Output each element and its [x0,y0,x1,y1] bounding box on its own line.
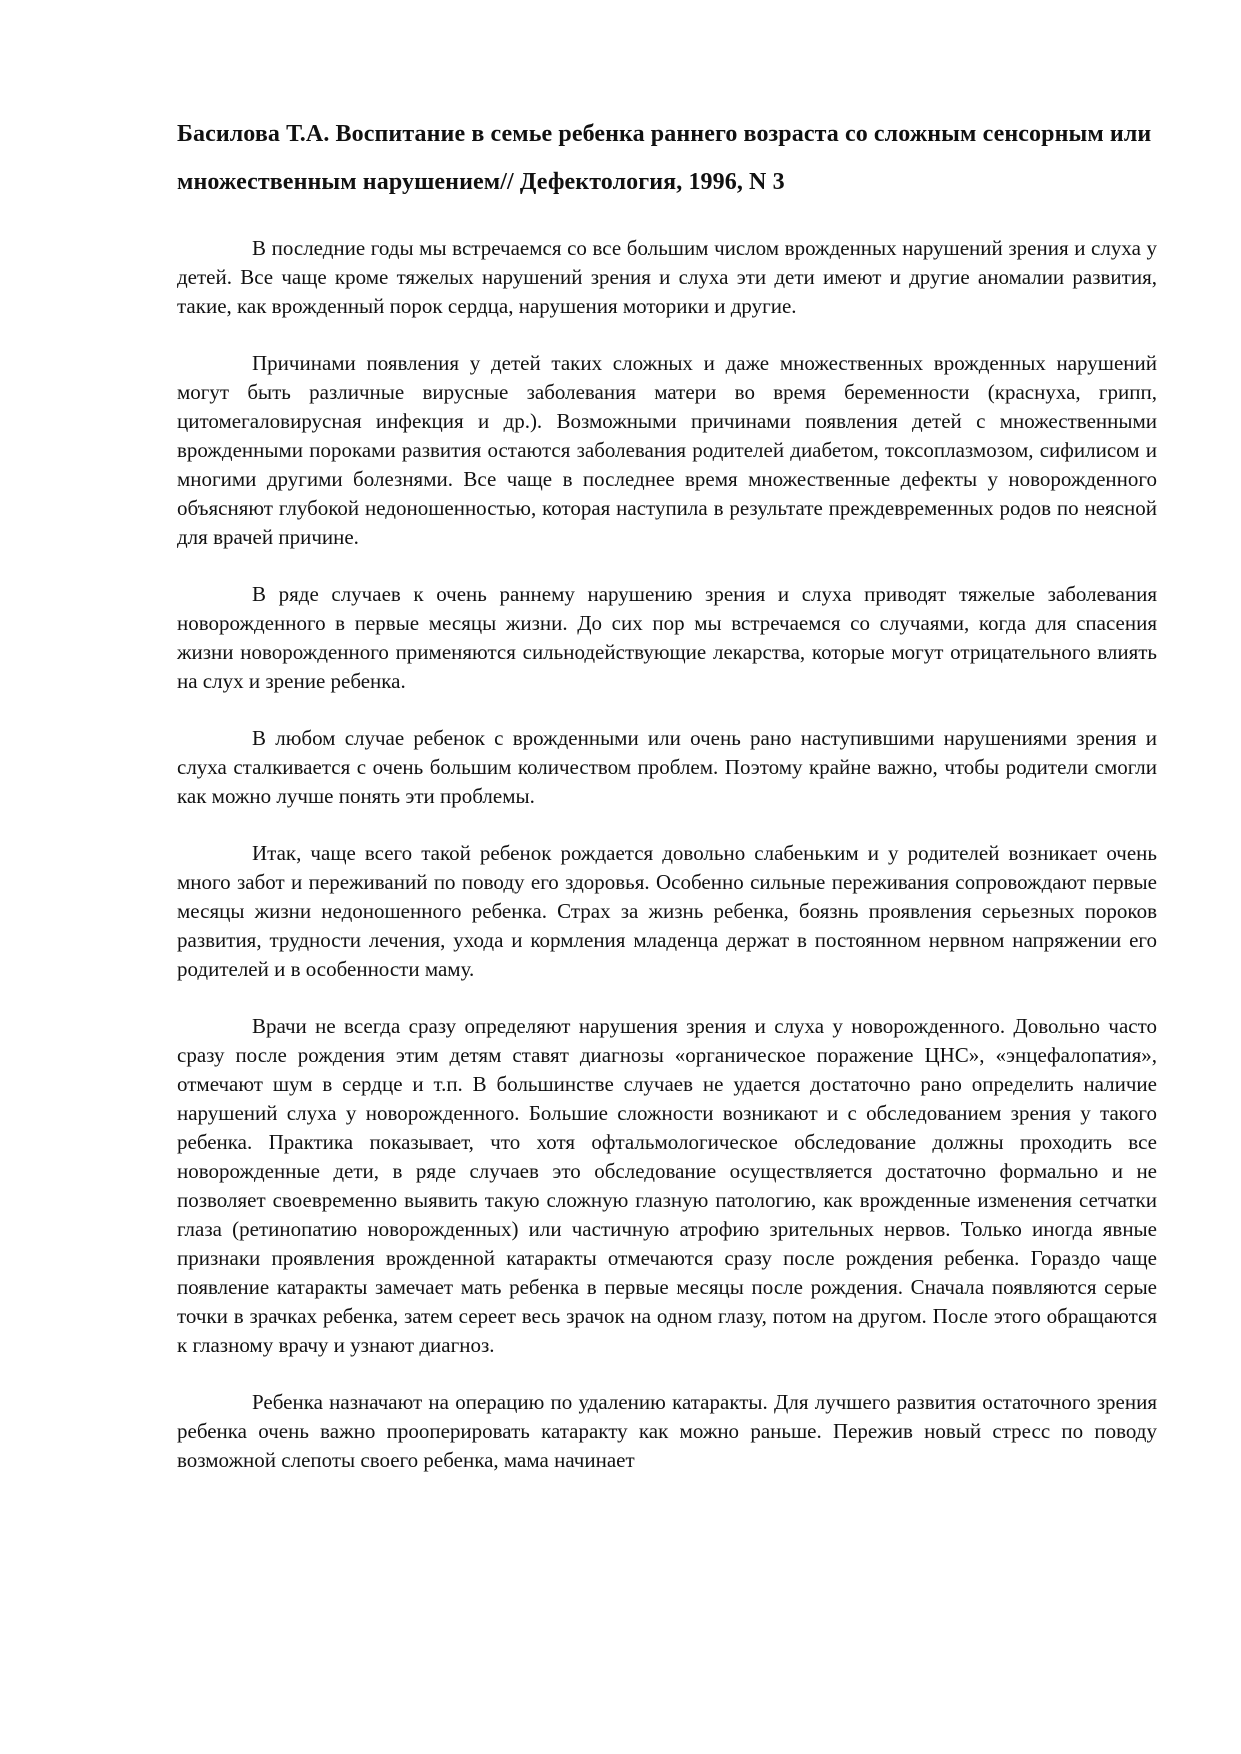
document-body [177,110,1157,1503]
paragraph-5: Итак, чаще всего такой ребенок рождается довольно слабеньким и у родителей возникает очень много забот и переживаний по поводу его здоровья. Особенно сильные переживания сопровождают первые месяцы жизни недоношенного ребенка. Страх за жизнь ребенка, боязнь проявления серьезных пороков развития, трудности лечения, ухода и кормления младенца держат в постоянном нервном напряжении его родителей и в особенности маму. [177,841,1157,981]
paragraph-2: Причинами появления у детей таких сложных и даже множественных врожденных нарушений могут быть различные вирусные заболевания матери во время беременности (краснуха, грипп, цитомегаловирусная инфекция и др.). Возможными причинами появления детей с множественными врожденными пороками развития остаются заболевания родителей диабетом, токсоплазмозом, сифилисом и многими другими болезнями. Все чаще в последнее время множественные дефекты у новорожденного объясняют глубокой недоношенностью, которая наступила в результате преждевременных родов по неясной для врачей причине. [177,351,1157,549]
paragraph-7: Ребенка назначают на операцию по удалению катаракты. Для лучшего развития остаточного зрения ребенка очень важно прооперировать катаракту как можно раньше. Пережив новый стресс по поводу возможной слепоты своего ребенка, мама начинает [177,1390,1157,1472]
paragraph-4: В любом случае ребенок с врожденными или очень рано наступившими нарушениями зрения и слуха сталкивается с очень большим количеством проблем. Поэтому крайне важно, чтобы родители смогли как можно лучше понять эти проблемы. [177,726,1157,808]
article-title: Басилова Т.А. Воспитание в семье ребенка раннего возраста со сложным сенсорным или множественным нарушением// Дефектология, 1996, N 3 [177,121,1152,195]
paragraph-6: Врачи не всегда сразу определяют нарушения зрения и слуха у новорожденного. Довольно часто сразу после рождения этим детям ставят диагнозы «органическое поражение ЦНС», «энцефалопатия», отмечают шум в сердце и т.п. В большинстве случаев не удается достаточно рано определить наличие нарушений слуха у новорожденного. Большие сложности возникают и с обследованием зрения у такого ребенка. Практика показывает, что хотя офтальмологическое обследование должны проходить все новорожденные дети, в ряде случаев это обследование осуществляется достаточно формально и не позволяет своевременно выявить такую сложную глазную патологию, как врожденные изменения сетчатки глаза (ретинопатию новорожденных) или частичную атрофию зрительных нервов. Только иногда явные признаки проявления врожденной катаракты отмечаются сразу после рождения ребенка. Гораздо чаще появление катаракты замечает мать ребенка в первые месяцы после рождения. Сначала появляются серые точки в зрачках ребенка, затем сереет весь зрачок на одном глазу, потом на другом. После этого обращаются к глазному врачу и узнают диагноз. [177,1014,1157,1357]
paragraph-3: В ряде случаев к очень раннему нарушению зрения и слуха приводят тяжелые заболевания новорожденного в первые месяцы жизни. До сих пор мы встречаемся со случаями, когда для спасения жизни новорожденного применяются сильнодействующие лекарства, которые могут отрицательного влиять на слух и зрение ребенка. [177,582,1157,693]
paragraph-1: В последние годы мы встречаемся со все большим числом врожденных нарушений зрения и слуха у детей. Все чаще кроме тяжелых нарушений зрения и слуха эти дети имеют и другие аномалии развития, такие, как врожденный порок сердца, нарушения моторики и другие. [177,236,1157,318]
